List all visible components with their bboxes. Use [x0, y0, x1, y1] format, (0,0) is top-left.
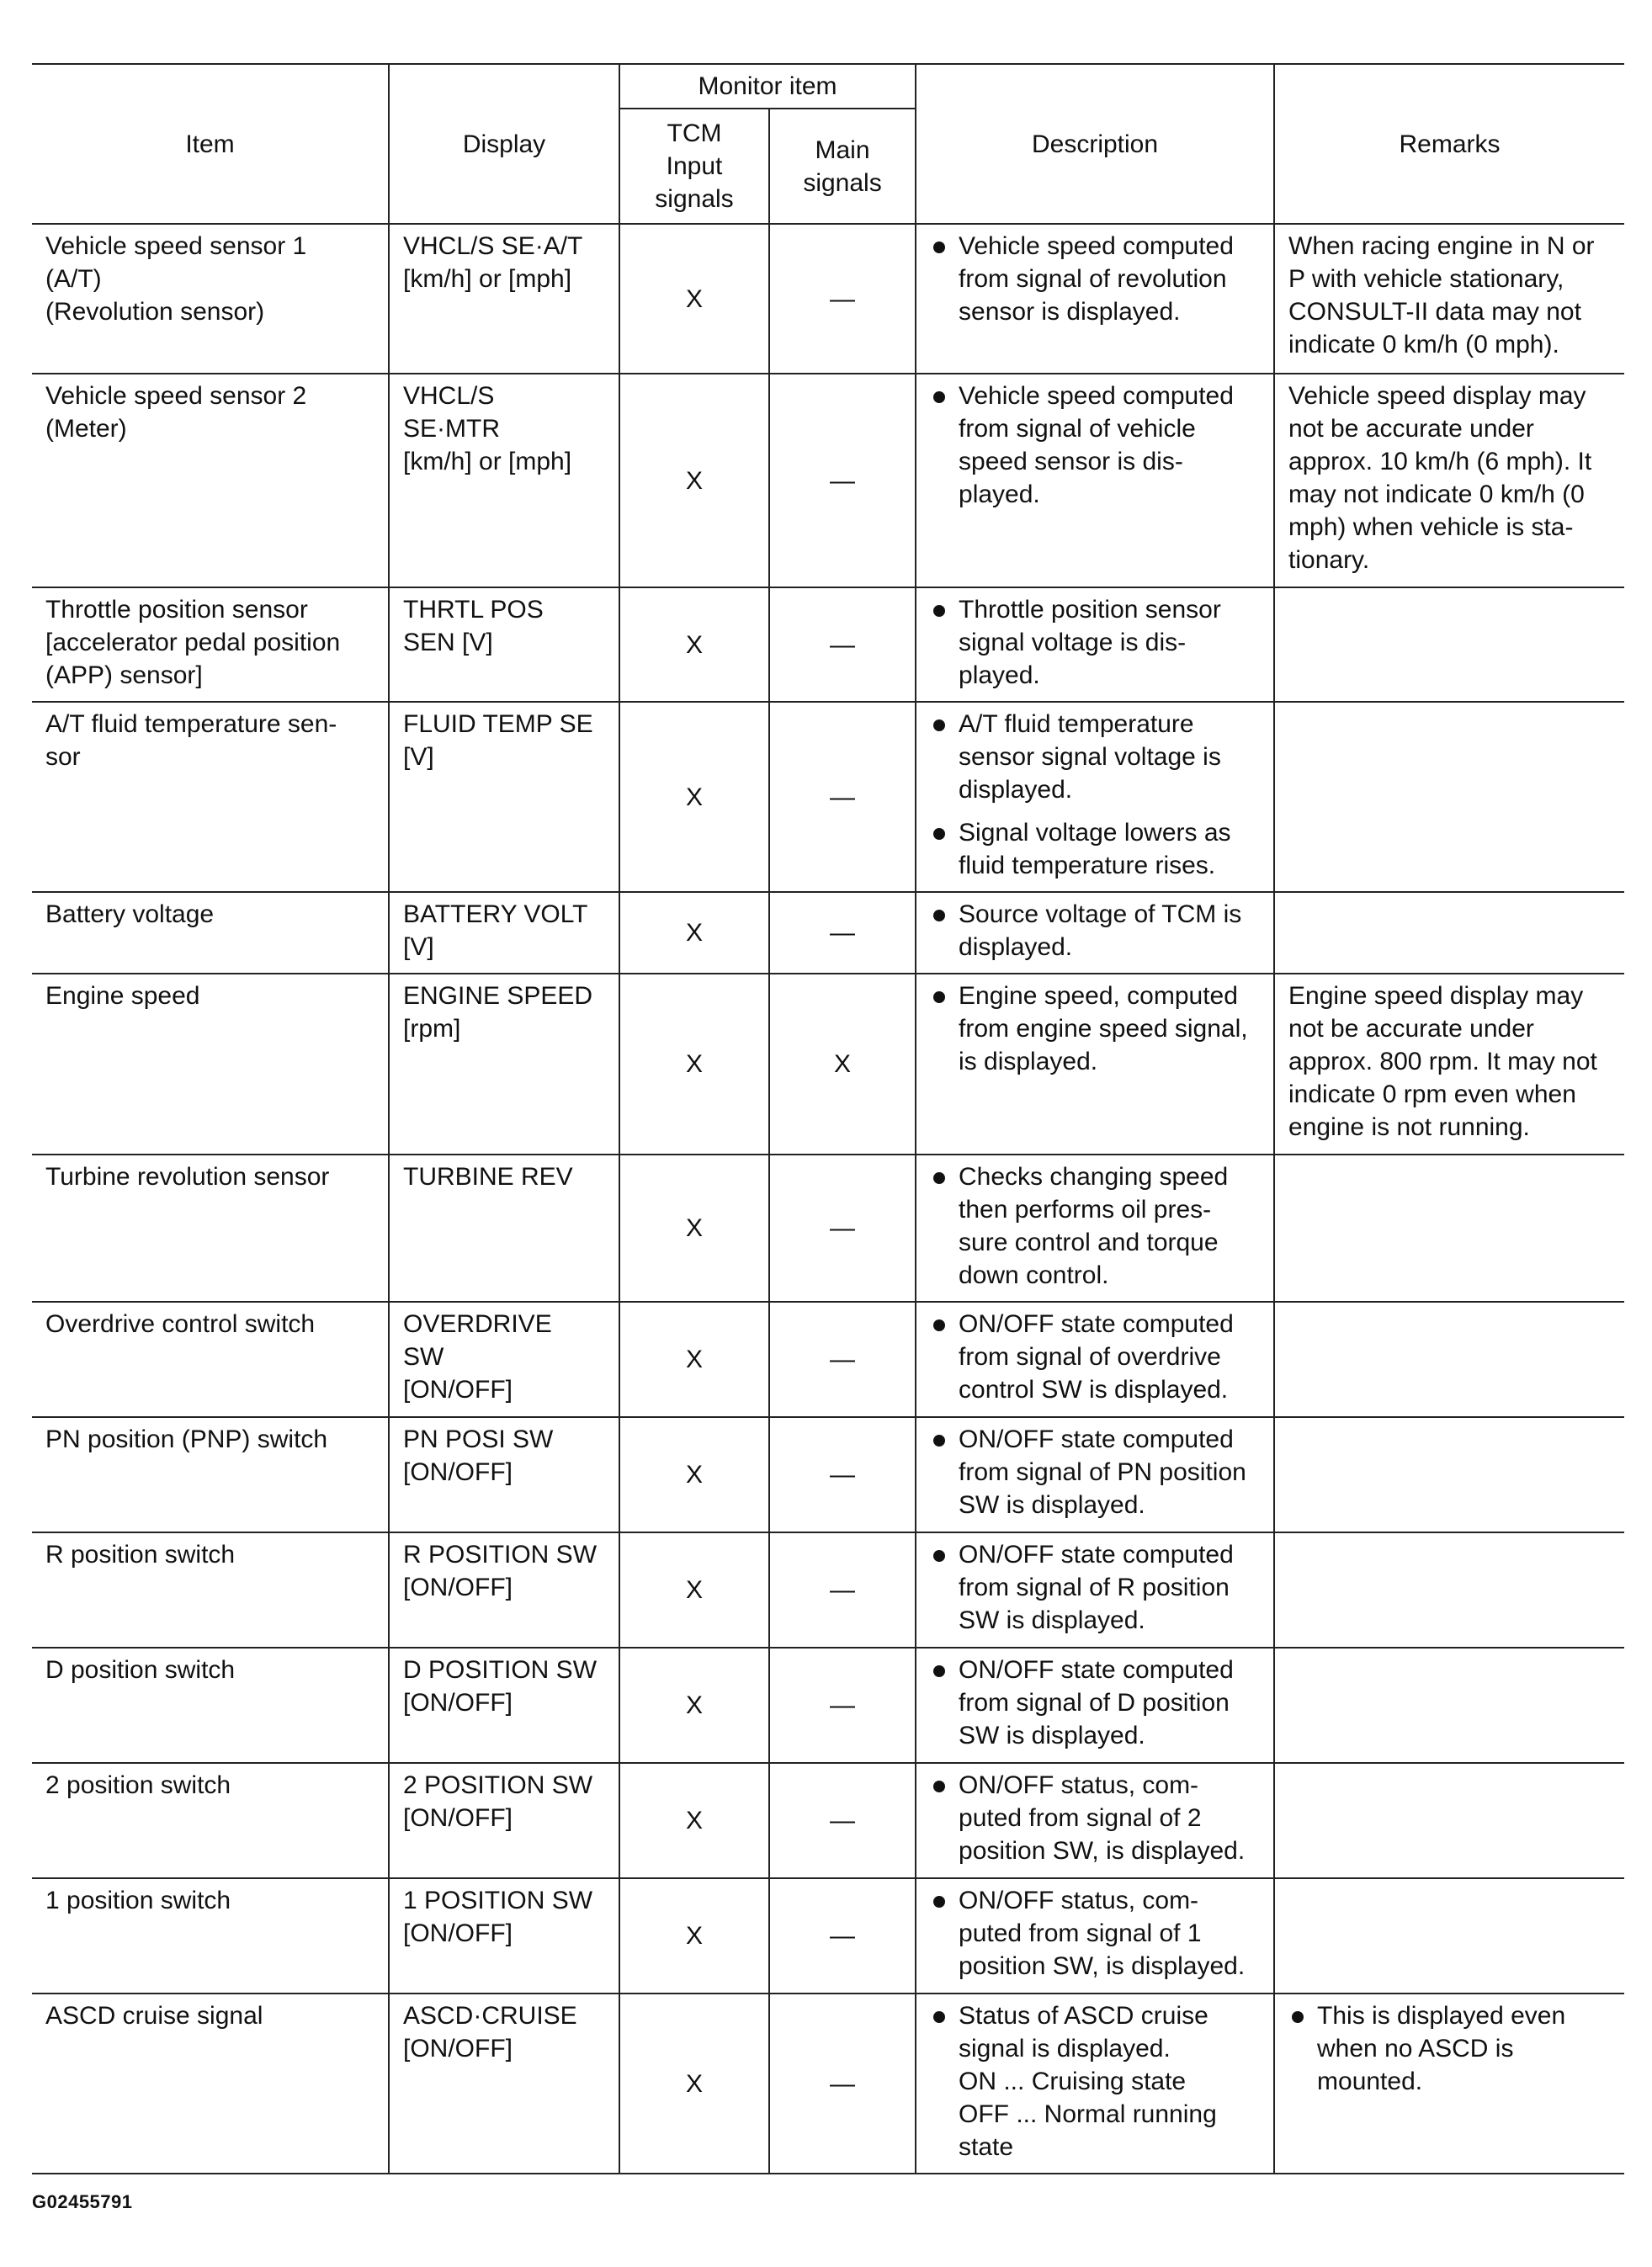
cell-display	[389, 374, 619, 587]
description-line: from signal of overdrive	[959, 1343, 1221, 1371]
description-line: ON/OFF state computed	[959, 1310, 1234, 1338]
display-line: [ON/OFF]	[403, 1919, 513, 1947]
bullet-item	[930, 230, 1262, 328]
bullet-item	[930, 898, 1262, 964]
description-line: ON/OFF state computed	[959, 1656, 1234, 1684]
cell-display	[389, 1532, 619, 1648]
cell-remarks	[1274, 1302, 1624, 1417]
item-line: Vehicle speed sensor 1	[45, 232, 307, 260]
description-line: from signal of vehicle	[959, 415, 1196, 443]
display-line: VHCL/S	[403, 382, 495, 410]
description-line: Status of ASCD cruise	[959, 2002, 1208, 2030]
cell-item	[32, 1648, 389, 1763]
cell-description	[916, 974, 1274, 1155]
cell-tcm-input-signal: X	[619, 1532, 769, 1648]
cell-display	[389, 892, 619, 974]
description-line: ON/OFF status, com-	[959, 1771, 1199, 1799]
header-main-signals: Main signals	[769, 109, 916, 224]
item-line: Turbine revolution sensor	[45, 1163, 330, 1191]
table-row	[32, 374, 1624, 587]
remarks-line: P with vehicle stationary,	[1288, 265, 1564, 293]
cell-item	[32, 974, 389, 1155]
display-line: [ON/OFF]	[403, 1689, 513, 1717]
cell-description	[916, 1994, 1274, 2174]
description-line: from signal of R position	[959, 1574, 1230, 1601]
table-row	[32, 1763, 1624, 1878]
cell-tcm-input-signal: X	[619, 974, 769, 1155]
cell-main-signal: —	[769, 1302, 916, 1417]
item-line: Battery voltage	[45, 900, 215, 928]
description-line: SW is displayed.	[959, 1722, 1145, 1749]
description-line: Throttle position sensor	[959, 596, 1221, 624]
display-line: 2 POSITION SW	[403, 1771, 593, 1799]
display-line: [ON/OFF]	[403, 1458, 513, 1486]
display-line: [ON/OFF]	[403, 2035, 513, 2063]
item-line: Engine speed	[45, 982, 200, 1010]
bullet-item	[930, 1308, 1262, 1406]
bullet-item	[930, 980, 1262, 1078]
description-line: sure control and torque	[959, 1229, 1219, 1256]
cell-description	[916, 1763, 1274, 1878]
description-bullets	[930, 980, 1262, 1078]
display-line: SW	[403, 1343, 444, 1371]
description-bullets	[930, 898, 1262, 964]
table-row	[32, 1994, 1624, 2174]
description-line: position SW, is displayed.	[959, 1837, 1246, 1865]
description-bullets	[930, 1308, 1262, 1406]
header-remarks: Remarks	[1274, 64, 1624, 224]
cell-item	[32, 374, 389, 587]
bullet-item	[930, 1999, 1262, 2163]
cell-display	[389, 1155, 619, 1302]
table-row	[32, 702, 1624, 892]
remarks-line: CONSULT-II data may not	[1288, 298, 1581, 326]
cell-display	[389, 1648, 619, 1763]
cell-remarks	[1274, 892, 1624, 974]
cell-remarks	[1274, 974, 1624, 1155]
cell-remarks	[1274, 374, 1624, 587]
description-line: Engine speed, computed	[959, 982, 1238, 1010]
bullet-item	[930, 1538, 1262, 1637]
cell-item	[32, 587, 389, 702]
display-line: SEN [V]	[403, 629, 493, 656]
cell-remarks	[1274, 1417, 1624, 1532]
display-line: VHCL/S SE·A/T	[403, 232, 583, 260]
cell-display	[389, 1302, 619, 1417]
remarks-line: mph) when vehicle is sta-	[1288, 513, 1574, 541]
cell-tcm-input-signal: X	[619, 374, 769, 587]
cell-main-signal: —	[769, 1417, 916, 1532]
cell-remarks	[1274, 224, 1624, 374]
description-bullets	[930, 230, 1262, 328]
table-row	[32, 892, 1624, 974]
cell-display	[389, 974, 619, 1155]
bullet-item	[930, 1654, 1262, 1752]
remarks-line: indicate 0 km/h (0 mph).	[1288, 331, 1559, 358]
remarks-line: approx. 800 rpm. It may not	[1288, 1048, 1597, 1075]
remarks-line: when no ASCD is	[1317, 2035, 1514, 2063]
bullet-item	[1288, 1999, 1612, 2098]
description-line: from signal of revolution	[959, 265, 1227, 293]
cell-item	[32, 1417, 389, 1532]
description-line: played.	[959, 661, 1040, 689]
description-line: then performs oil pres-	[959, 1196, 1212, 1224]
table-row	[32, 224, 1624, 374]
display-line: R POSITION SW	[403, 1541, 598, 1569]
description-line: control SW is displayed.	[959, 1376, 1229, 1404]
cell-main-signal: —	[769, 1532, 916, 1648]
item-line: 2 position switch	[45, 1771, 231, 1799]
description-line: ON/OFF state computed	[959, 1426, 1234, 1453]
description-line: ON/OFF state computed	[959, 1541, 1234, 1569]
cell-display	[389, 1763, 619, 1878]
description-line: ON ... Cruising state	[959, 2068, 1187, 2095]
remarks-line: Vehicle speed display may	[1288, 382, 1586, 410]
description-line: Signal voltage lowers as	[959, 819, 1231, 847]
description-line: puted from signal of 1	[959, 1919, 1202, 1947]
description-bullets	[930, 1160, 1262, 1292]
bullet-item	[930, 816, 1262, 882]
cell-display	[389, 1878, 619, 1994]
table-row	[32, 974, 1624, 1155]
table-header	[32, 64, 1624, 224]
cell-tcm-input-signal: X	[619, 1994, 769, 2174]
remarks-line: may not indicate 0 km/h (0	[1288, 480, 1585, 508]
description-line: Vehicle speed computed	[959, 232, 1234, 260]
cell-remarks	[1274, 702, 1624, 892]
cell-tcm-input-signal: X	[619, 1417, 769, 1532]
cell-main-signal: —	[769, 1994, 916, 2174]
display-line: TURBINE REV	[403, 1163, 573, 1191]
table-body	[32, 224, 1624, 2174]
cell-remarks	[1274, 1532, 1624, 1648]
display-line: [ON/OFF]	[403, 1574, 513, 1601]
table-row	[32, 1302, 1624, 1417]
description-bullets	[930, 380, 1262, 511]
cell-tcm-input-signal: X	[619, 1302, 769, 1417]
remarks-line: Engine speed display may	[1288, 982, 1584, 1010]
item-line: (A/T)	[45, 265, 102, 293]
cell-item	[32, 1763, 389, 1878]
remarks-line: not be accurate under	[1288, 415, 1534, 443]
description-bullets	[930, 593, 1262, 692]
item-line: sor	[45, 743, 81, 771]
cell-item	[32, 892, 389, 974]
display-line: BATTERY VOLT	[403, 900, 588, 928]
bullet-item	[930, 1884, 1262, 1983]
item-line: PN position (PNP) switch	[45, 1426, 328, 1453]
item-line: ASCD cruise signal	[45, 2002, 263, 2030]
description-line: Vehicle speed computed	[959, 382, 1234, 410]
description-line: ON/OFF status, com-	[959, 1887, 1199, 1914]
cell-main-signal: —	[769, 702, 916, 892]
cell-display	[389, 587, 619, 702]
description-bullets	[930, 1999, 1262, 2163]
description-line: displayed.	[959, 776, 1073, 804]
description-bullets	[930, 1538, 1262, 1637]
bullet-item	[930, 1769, 1262, 1867]
cell-item	[32, 1994, 389, 2174]
cell-tcm-input-signal: X	[619, 892, 769, 974]
display-line: [V]	[403, 743, 434, 771]
display-line: [ON/OFF]	[403, 1376, 513, 1404]
cell-tcm-input-signal: X	[619, 1878, 769, 1994]
description-line: is displayed.	[959, 1048, 1098, 1075]
remarks-line: not be accurate under	[1288, 1015, 1534, 1043]
description-line: signal is displayed.	[959, 2035, 1171, 2063]
monitor-item-table	[32, 63, 1624, 2174]
table-row	[32, 1878, 1624, 1994]
cell-description	[916, 374, 1274, 587]
remarks-bullets	[1288, 1999, 1612, 2098]
cell-remarks	[1274, 1155, 1624, 1302]
description-bullets	[930, 1769, 1262, 1867]
header-display: Display	[389, 64, 619, 224]
header-tcm-input-signals: TCM Input signals	[619, 109, 769, 224]
cell-display	[389, 1994, 619, 2174]
cell-remarks	[1274, 587, 1624, 702]
remarks-line: engine is not running.	[1288, 1113, 1530, 1141]
cell-remarks	[1274, 1994, 1624, 2174]
table-row	[32, 1417, 1624, 1532]
cell-description	[916, 1878, 1274, 1994]
description-line: from engine speed signal,	[959, 1015, 1248, 1043]
display-line: THRTL POS	[403, 596, 544, 624]
description-bullets	[930, 708, 1262, 882]
cell-main-signal: X	[769, 974, 916, 1155]
cell-item	[32, 1878, 389, 1994]
description-line: fluid temperature rises.	[959, 852, 1216, 879]
remarks-line: mounted.	[1317, 2068, 1423, 2095]
bullet-item	[930, 593, 1262, 692]
remarks-line: When racing engine in N or	[1288, 232, 1595, 260]
cell-description	[916, 892, 1274, 974]
item-line: (Revolution sensor)	[45, 298, 265, 326]
cell-tcm-input-signal: X	[619, 1763, 769, 1878]
cell-item	[32, 702, 389, 892]
item-line: (APP) sensor]	[45, 661, 203, 689]
item-line: Throttle position sensor	[45, 596, 308, 624]
description-line: Checks changing speed	[959, 1163, 1229, 1191]
cell-description	[916, 1648, 1274, 1763]
table-row	[32, 587, 1624, 702]
description-line: signal voltage is dis-	[959, 629, 1187, 656]
display-line: PN POSI SW	[403, 1426, 554, 1453]
description-line: sensor is displayed.	[959, 298, 1181, 326]
description-line: SW is displayed.	[959, 1491, 1145, 1519]
description-line: puted from signal of 2	[959, 1804, 1202, 1832]
description-line: Source voltage of TCM is	[959, 900, 1242, 928]
description-bullets	[930, 1423, 1262, 1521]
display-line: [km/h] or [mph]	[403, 265, 572, 293]
cell-description	[916, 1417, 1274, 1532]
cell-main-signal: —	[769, 224, 916, 374]
item-line: (Meter)	[45, 415, 127, 443]
description-line: displayed.	[959, 933, 1073, 961]
cell-display	[389, 224, 619, 374]
table-row	[32, 1648, 1624, 1763]
header-monitor-item: Monitor item	[619, 64, 916, 109]
item-line: A/T fluid temperature sen-	[45, 710, 337, 738]
monitor-item-table-sheet	[32, 63, 1624, 2174]
cell-main-signal: —	[769, 1763, 916, 1878]
display-line: FLUID TEMP SE	[403, 710, 593, 738]
cell-main-signal: —	[769, 587, 916, 702]
bullet-item	[930, 1423, 1262, 1521]
item-line: [accelerator pedal position	[45, 629, 341, 656]
description-line: state	[959, 2133, 1014, 2161]
cell-description	[916, 1302, 1274, 1417]
display-line: ASCD·CRUISE	[403, 2002, 577, 2030]
cell-remarks	[1274, 1878, 1624, 1994]
item-line: 1 position switch	[45, 1887, 231, 1914]
description-line: SW is displayed.	[959, 1606, 1145, 1634]
cell-tcm-input-signal: X	[619, 1155, 769, 1302]
cell-main-signal: —	[769, 374, 916, 587]
cell-display	[389, 1417, 619, 1532]
display-line: [rpm]	[403, 1015, 461, 1043]
description-line: played.	[959, 480, 1040, 508]
description-bullets	[930, 1884, 1262, 1983]
cell-description	[916, 1532, 1274, 1648]
description-line: position SW, is displayed.	[959, 1952, 1246, 1980]
cell-main-signal: —	[769, 1648, 916, 1763]
cell-main-signal: —	[769, 1878, 916, 1994]
cell-description	[916, 587, 1274, 702]
cell-tcm-input-signal: X	[619, 224, 769, 374]
cell-tcm-input-signal: X	[619, 1648, 769, 1763]
item-line: Vehicle speed sensor 2	[45, 382, 307, 410]
bullet-item	[930, 1160, 1262, 1292]
cell-main-signal: —	[769, 892, 916, 974]
cell-description	[916, 702, 1274, 892]
cell-description	[916, 224, 1274, 374]
bullet-item	[930, 380, 1262, 511]
cell-remarks	[1274, 1763, 1624, 1878]
display-line: 1 POSITION SW	[403, 1887, 593, 1914]
item-line: R position switch	[45, 1541, 236, 1569]
display-line: [km/h] or [mph]	[403, 448, 572, 475]
figure-code: G02455791	[32, 2191, 133, 2212]
bullet-item	[930, 708, 1262, 806]
display-line: [V]	[403, 933, 434, 961]
description-line: OFF ... Normal running	[959, 2100, 1217, 2128]
description-line: from signal of PN position	[959, 1458, 1246, 1486]
remarks-line: This is displayed even	[1317, 2002, 1566, 2030]
display-line: SE·MTR	[403, 415, 500, 443]
header-description: Description	[916, 64, 1274, 224]
cell-description	[916, 1155, 1274, 1302]
table-row	[32, 1155, 1624, 1302]
cell-item	[32, 224, 389, 374]
cell-tcm-input-signal: X	[619, 587, 769, 702]
item-line: D position switch	[45, 1656, 236, 1684]
cell-main-signal: —	[769, 1155, 916, 1302]
description-line: A/T fluid temperature	[959, 710, 1194, 738]
cell-tcm-input-signal: X	[619, 702, 769, 892]
cell-display	[389, 702, 619, 892]
description-line: sensor signal voltage is	[959, 743, 1221, 771]
cell-item	[32, 1532, 389, 1648]
cell-item	[32, 1155, 389, 1302]
cell-item	[32, 1302, 389, 1417]
description-bullets	[930, 1654, 1262, 1752]
table-row	[32, 1532, 1624, 1648]
remarks-line: approx. 10 km/h (6 mph). It	[1288, 448, 1592, 475]
description-line: down control.	[959, 1261, 1109, 1289]
item-line: Overdrive control switch	[45, 1310, 316, 1338]
description-line: from signal of D position	[959, 1689, 1230, 1717]
display-line: OVERDRIVE	[403, 1310, 552, 1338]
header-item: Item	[32, 64, 389, 224]
display-line: D POSITION SW	[403, 1656, 598, 1684]
description-line: speed sensor is dis-	[959, 448, 1183, 475]
display-line: [ON/OFF]	[403, 1804, 513, 1832]
remarks-line: tionary.	[1288, 546, 1370, 574]
cell-remarks	[1274, 1648, 1624, 1763]
remarks-line: indicate 0 rpm even when	[1288, 1080, 1576, 1108]
display-line: ENGINE SPEED	[403, 982, 593, 1010]
